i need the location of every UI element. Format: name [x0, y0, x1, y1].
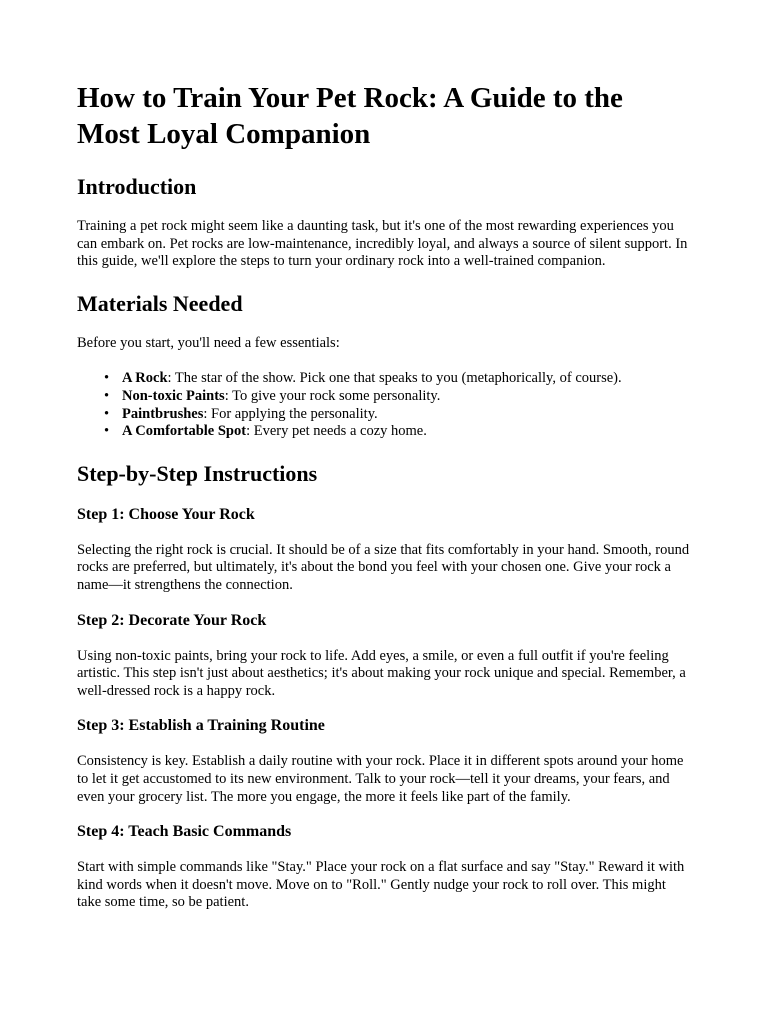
intro-heading: Introduction	[77, 174, 197, 199]
document-title: How to Train Your Pet Rock: A Guide to the Most Loyal Companion	[77, 82, 623, 150]
step-4-heading: Step 4: Teach Basic Commands	[77, 823, 292, 841]
materials-lead: Before you start, you'll need a few essentials:	[77, 334, 340, 351]
step-4-paragraph: Start with simple commands like "Stay." Place your rock on a flat surface and say "Stay." Reward it with kind words when it doesn't move. Move on to "Roll." Gently nudge your rock to roll over. This might take some time, so be patient.	[77, 859, 685, 911]
materials-list	[77, 370, 692, 440]
list-item	[104, 387, 692, 406]
step-1-paragraph: Selecting the right rock is crucial. It should be of a size that fits comfortably in your hand. Smooth, round rocks are preferred, but ultimately, it's about the bond you feel with your chosen one. Give your rock a name—it strengthens the connection.	[77, 541, 690, 593]
list-item	[104, 370, 692, 388]
intro-paragraph: Training a pet rock might seem like a daunting task, but it's one of the most rewarding experiences you can embark on. Pet rocks are low-maintenance, incredibly loyal, and always a source of silent support. In this guide, we'll explore the steps to turn your ordinary rock into a well-trained companion.	[77, 218, 688, 270]
bullet-icon: •	[104, 405, 110, 422]
instructions-heading: Step-by-Step Instructions	[77, 460, 318, 486]
list-item-desc: : To give your rock some personality.	[224, 387, 441, 404]
materials-heading: Materials Needed	[77, 290, 243, 316]
list-item-term: A Rock	[122, 370, 168, 387]
step-3-heading: Step 3: Establish a Training Routine	[77, 717, 325, 735]
step-2-heading: Step 2: Decorate Your Rock	[77, 611, 267, 629]
list-item	[104, 405, 692, 424]
step-2-paragraph: Using non-toxic paints, bring your rock to life. Add eyes, a smile, or even a full outfit if you're feeling artistic. This step isn't just about aesthetics; it's about making your rock unique and special. Remember, a well-dressed rock is a happy rock.	[77, 647, 686, 699]
step-3-paragraph: Consistency is key. Establish a daily routine with your rock. Place it in different spots around your home to let it get accustomed to its new environment. Talk to your rock—tell it your dreams, your fears, and even your grocery list. The more you engage, the more it feels like part of the family.	[77, 753, 684, 805]
list-item-desc: : Every pet needs a cozy home.	[246, 423, 427, 440]
list-item-desc: : The star of the show. Pick one that speaks to you (metaphorically, of course).	[167, 370, 622, 387]
list-item-desc: : For applying the personality.	[203, 405, 378, 422]
list-item	[104, 423, 692, 441]
list-item-term: Paintbrushes	[122, 405, 204, 422]
bullet-icon: •	[104, 387, 110, 404]
bullet-icon: •	[104, 370, 110, 387]
list-item-term: Non-toxic Paints	[122, 387, 225, 404]
list-item-term: A Comfortable Spot	[122, 423, 247, 440]
step-1-heading: Step 1: Choose Your Rock	[77, 505, 255, 523]
bullet-icon: •	[104, 423, 110, 440]
